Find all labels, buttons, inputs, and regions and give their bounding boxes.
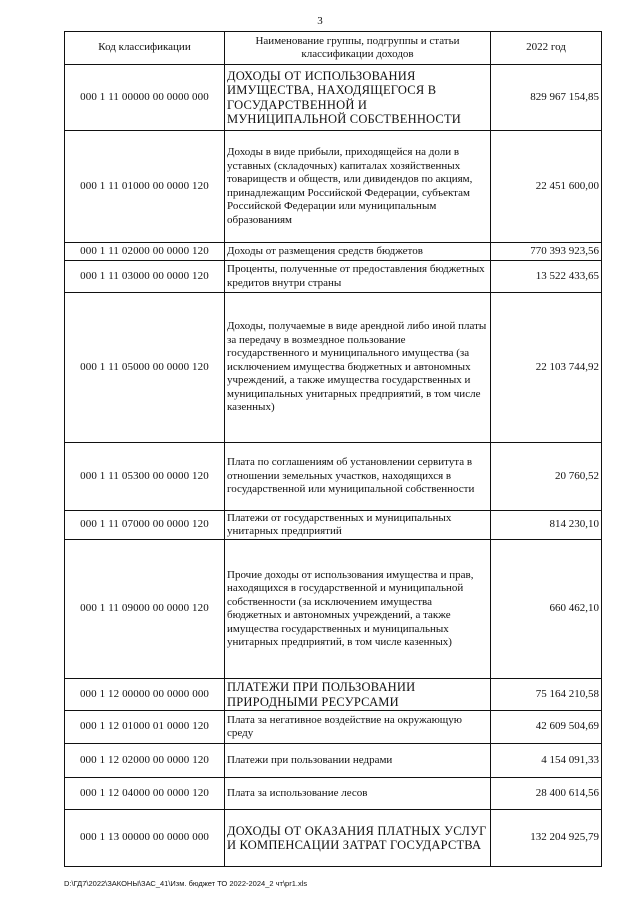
classification-name: Прочие доходы от использования имущества и прав, находящихся в государственной и муниципальной собственности (за исключением имущества бюджетных и автономных учреждений, а также имущества государственных и муниципальных унитарных предприятий, в том числе казенных)	[225, 540, 491, 679]
amount-2022: 75 164 210,58	[491, 679, 602, 711]
amount-2022: 22 103 744,92	[491, 293, 602, 443]
table-body	[65, 65, 602, 867]
file-path-footer: D:\ГД7\2022\ЗАКОНЫ\ЗАС_41\Изм. бюджет ТО 2022-2024_2 чт\pr1.xls	[64, 879, 308, 888]
classification-code: 000 1 11 07000 00 0000 120	[65, 511, 225, 540]
amount-2022: 22 451 600,00	[491, 131, 602, 243]
header-year: 2022 год	[491, 32, 602, 65]
classification-name: Плата по соглашениям об установлении сервитута в отношении земельных участков, находящихся в государственной или муниципальной собственности	[225, 443, 491, 511]
classification-name: Проценты, полученные от предоставления бюджетных кредитов внутри страны	[225, 261, 491, 293]
classification-name: Доходы в виде прибыли, приходящейся на доли в уставных (складочных) капиталах хозяйственных товариществ и обществ, или дивидендов по акциям, принадлежащим Российской Федерации, субъектам Российской Федерации или муниципальным образованиям	[225, 131, 491, 243]
classification-name: Доходы от размещения средств бюджетов	[225, 243, 491, 261]
table-row	[65, 65, 602, 131]
classification-code: 000 1 12 02000 00 0000 120	[65, 744, 225, 778]
classification-code: 000 1 12 01000 01 0000 120	[65, 711, 225, 744]
amount-2022: 814 230,10	[491, 511, 602, 540]
classification-code: 000 1 11 01000 00 0000 120	[65, 131, 225, 243]
classification-code: 000 1 12 00000 00 0000 000	[65, 679, 225, 711]
table-row	[65, 711, 602, 744]
table-row	[65, 778, 602, 810]
amount-2022: 13 522 433,65	[491, 261, 602, 293]
amount-2022: 4 154 091,33	[491, 744, 602, 778]
amount-2022: 660 462,10	[491, 540, 602, 679]
classification-code: 000 1 11 00000 00 0000 000	[65, 65, 225, 131]
table-row	[65, 744, 602, 778]
amount-2022: 829 967 154,85	[491, 65, 602, 131]
header-name: Наименование группы, подгруппы и статьи классификации доходов	[225, 32, 491, 65]
amount-2022: 770 393 923,56	[491, 243, 602, 261]
revenue-classification-table	[64, 31, 602, 867]
amount-2022: 20 760,52	[491, 443, 602, 511]
header-code: Код классификации	[65, 32, 225, 65]
classification-name: Плата за использование лесов	[225, 778, 491, 810]
classification-code: 000 1 12 04000 00 0000 120	[65, 778, 225, 810]
classification-code: 000 1 11 09000 00 0000 120	[65, 540, 225, 679]
classification-name: Платежи от государственных и муниципальных унитарных предприятий	[225, 511, 491, 540]
table-row	[65, 443, 602, 511]
table-row	[65, 131, 602, 243]
table-row	[65, 511, 602, 540]
classification-code: 000 1 11 05300 00 0000 120	[65, 443, 225, 511]
amount-2022: 28 400 614,56	[491, 778, 602, 810]
classification-name: ПЛАТЕЖИ ПРИ ПОЛЬЗОВАНИИ ПРИРОДНЫМИ РЕСУРСАМИ	[225, 679, 491, 711]
classification-code: 000 1 11 05000 00 0000 120	[65, 293, 225, 443]
classification-code: 000 1 11 02000 00 0000 120	[65, 243, 225, 261]
table-row	[65, 679, 602, 711]
classification-name: ДОХОДЫ ОТ ИСПОЛЬЗОВАНИЯ ИМУЩЕСТВА, НАХОДЯЩЕГОСЯ В ГОСУДАРСТВЕННОЙ И МУНИЦИПАЛЬНОЙ СОБСТВЕННОСТИ	[225, 65, 491, 131]
table-row	[65, 261, 602, 293]
classification-name: Платежи при пользовании недрами	[225, 744, 491, 778]
classification-code: 000 1 13 00000 00 0000 000	[65, 810, 225, 867]
classification-code: 000 1 11 03000 00 0000 120	[65, 261, 225, 293]
classification-name: ДОХОДЫ ОТ ОКАЗАНИЯ ПЛАТНЫХ УСЛУГ И КОМПЕНСАЦИИ ЗАТРАТ ГОСУДАРСТВА	[225, 810, 491, 867]
table-row	[65, 810, 602, 867]
amount-2022: 42 609 504,69	[491, 711, 602, 744]
page-number: 3	[317, 15, 323, 27]
table-row	[65, 293, 602, 443]
table-row	[65, 540, 602, 679]
classification-name: Плата за негативное воздействие на окружающую среду	[225, 711, 491, 744]
table-row	[65, 243, 602, 261]
table-header-row	[65, 32, 602, 65]
classification-name: Доходы, получаемые в виде арендной либо иной платы за передачу в возмездное пользование государственного и муниципального имущества (за исключением имущества бюджетных и автономных учреждений, а также имущества государственных и муниципальных унитарных предприятий, в том числе казенных)	[225, 293, 491, 443]
amount-2022: 132 204 925,79	[491, 810, 602, 867]
